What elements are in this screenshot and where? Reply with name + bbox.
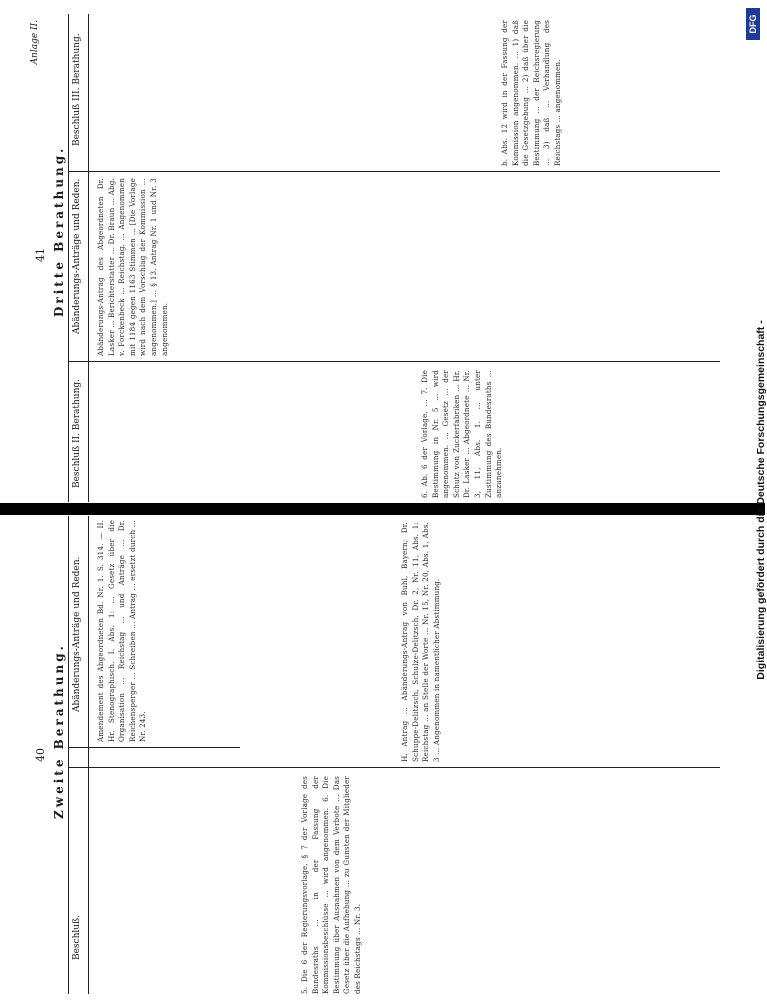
table-header-rule bbox=[88, 516, 89, 994]
column-divider-short bbox=[68, 747, 240, 748]
column-header-beschluss-iii: Beschluß III. Berathung. bbox=[72, 33, 82, 146]
text-block: 5. Die 6 der Regierungsvorlage, § 7 der Vorlage des Bundesraths ... in der Fassung der Kommissionsbeschlüsse ... wird angenommen. 6. Die Bestimmung über Ausnahmen von dem Verbote ... Das Gesetz über die Aufhebung ... zu Gunsten der Mitglieder des Reichstags ... Nr. 3. bbox=[300, 776, 362, 994]
annex-label: Anlage II. bbox=[30, 20, 40, 65]
page-heading: Dritte Berathung. bbox=[52, 145, 66, 317]
column-divider bbox=[68, 171, 720, 172]
text-block: b. Abs. 12 wird in der Fassung der Kommission angenommen. ... 1) daß die Gesetzgebung ... 2) daß über die Bestimmung ... der Reichsregierung ... 3) daß ... Verhandlung des Reichstags ... angenommen. bbox=[500, 20, 562, 166]
column-header-beschluss: Beschluß. bbox=[72, 915, 82, 960]
table-top-rule bbox=[68, 14, 69, 502]
page-number: 40 bbox=[34, 748, 47, 762]
column-divider bbox=[68, 767, 720, 768]
table-header-rule bbox=[88, 14, 89, 502]
page-number: 41 bbox=[34, 248, 47, 262]
left-page bbox=[0, 516, 720, 994]
text-block: Amendement des Abgeordneten Bd. Nr. 1. S. 314. — II. Hr. Stenographisch. I. Abs. 1: ... Gesetz über die Organisation ... Reichstag ... und Anträge ... Dr. Reichensperger ... Schreiben ... Antrag ... ersetzt durch ... Nr. 243. bbox=[96, 520, 148, 742]
page-heading: Zweite Berathung. bbox=[52, 643, 66, 819]
column-header-beschluss-ii: Beschluß II. Berathung. bbox=[72, 378, 82, 488]
dfg-logo: DFG bbox=[746, 8, 760, 40]
column-header-amendments: Abänderungs-Anträge und Reden. bbox=[72, 178, 82, 334]
text-block: 6. Ab. 6 der Vorlage. ... 7. Die Bestimmung in Nr. 5 ... wird angenommen. ... Gesetz ... der Schutz von Zuckerfabriken ... Hr. Dr. Lasker ... Abgeordnete ... Nr. 3, 11, Abs. 1. ... unter Zustimmung des Bundesraths ... anzunehmen. bbox=[420, 370, 504, 498]
binding-gutter bbox=[0, 503, 765, 515]
text-block: Abänderungs-Antrag des Abgeordneten Dr. Lasker ... Berichterstatter ... Dr. Braun ... Abg. v. Forckenbeck ... Reichstag. ... Angenommen mit 1184 gegen 1163 Stimmen ... [Die Vorlage wird nach dem Vorschlag der Kommission ... angenommen.] ... § 13. Antrag Nr. 1 und Nr. 3 angenommen. bbox=[96, 178, 169, 356]
text-block: H. Antrag ... Abänderungs-Antrag von Buhl, Bayern; Dr. Schuppe-Delitzsch, Schulze-Delitzsch, Dr. 2, Nr. 11, Abs. 1: Reichstag ... an Stelle der Worte ... Nr. 15, Nr. 20, Abs. 1, Abs. 3 ... Angenommen in namentlicher Abstimmung. bbox=[400, 522, 441, 762]
column-divider bbox=[68, 361, 720, 362]
table-top-rule bbox=[68, 516, 69, 994]
right-page bbox=[0, 14, 720, 502]
column-header-amendments: Abänderungs-Anträge und Reden. bbox=[72, 556, 82, 712]
digitization-watermark: Digitalisierung gefördert durch die Deutsche Forschungsgemeinschaft - bbox=[755, 320, 767, 680]
